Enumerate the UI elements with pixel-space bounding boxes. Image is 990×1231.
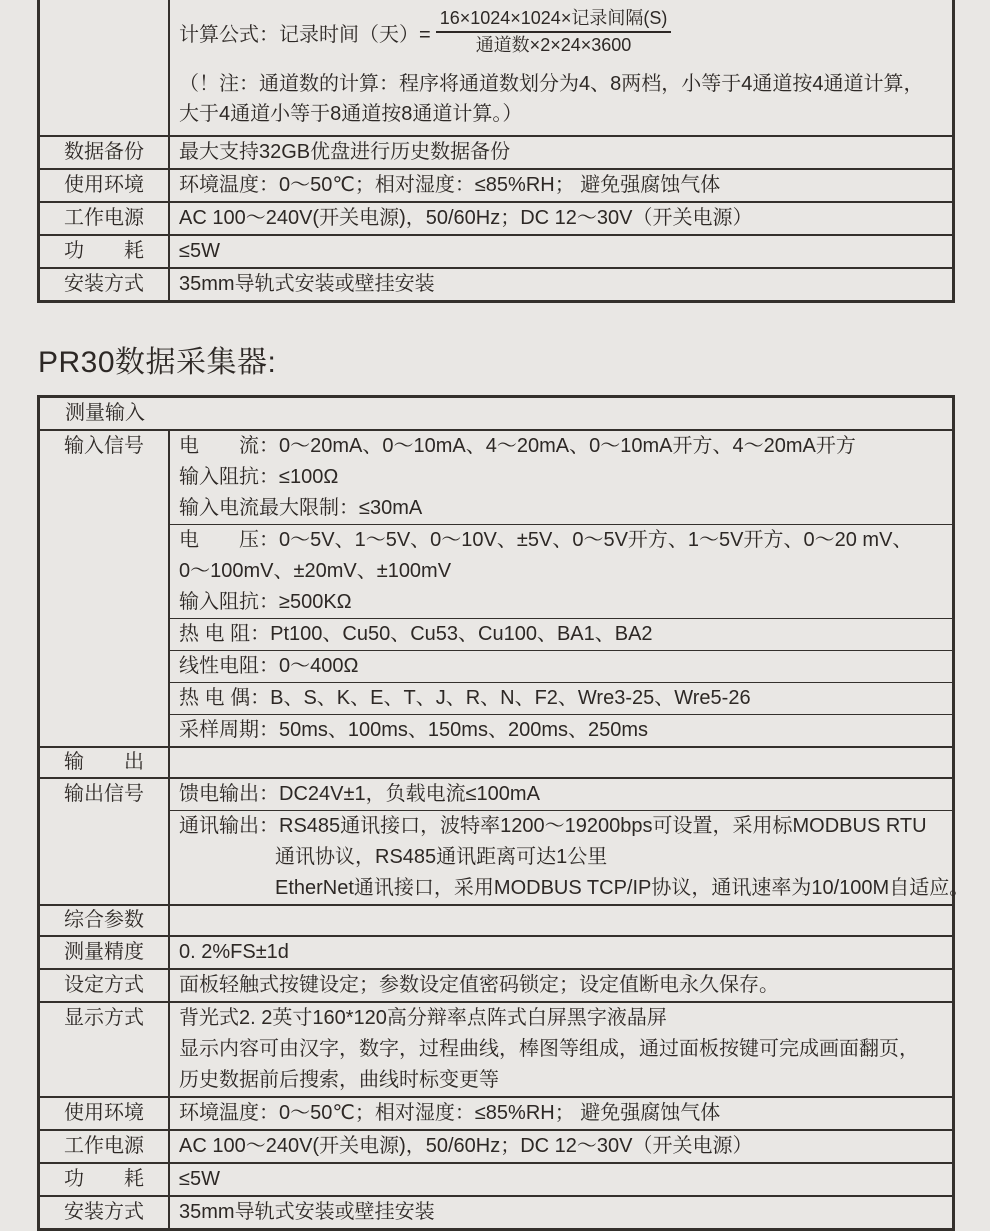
input-voltage-block <box>170 524 952 618</box>
spec-line: EtherNet通讯接口，采用MODBUS TCP/IP协议，通讯速率为10/100M自适应。 <box>275 877 970 899</box>
row-label: 综合参数 <box>40 906 170 935</box>
row-label-empty <box>40 0 170 135</box>
spec-row-mounting <box>40 1195 952 1228</box>
formula-prefix: 计算公式：记录时间（天）= <box>179 23 431 46</box>
row-label: 工作电源 <box>40 203 170 234</box>
spec-line: 线性电阻：0～400Ω <box>179 655 359 677</box>
spec-line: 0～100mV、±20mV、±100mV <box>179 560 452 582</box>
spec-line: 输入阻抗：≥500KΩ <box>179 591 352 613</box>
row-label: 功 耗 <box>40 1164 170 1195</box>
section-header: 测量输入 <box>65 402 145 424</box>
row-value: 环境温度：0～50℃；相对湿度：≤85%RH； 避免强腐蚀气体 <box>179 174 721 196</box>
spec-row-power-consumption <box>40 234 952 267</box>
spec-row-power-supply <box>40 1129 952 1162</box>
feed-output-block <box>170 779 952 810</box>
empty-cell <box>170 906 952 935</box>
formula-fraction <box>436 9 672 55</box>
row-label: 使用环境 <box>40 1098 170 1129</box>
linear-resistance-block <box>170 650 952 682</box>
row-label: 设定方式 <box>40 970 170 1001</box>
fraction-numerator: 16×1024×1024×记录间隔(S) <box>436 9 672 33</box>
row-value: 最大支持32GB优盘进行历史数据备份 <box>179 141 511 163</box>
pr30-spec-table <box>37 395 970 1231</box>
spec-row-power-consumption <box>40 1162 952 1195</box>
row-label: 安装方式 <box>40 269 170 300</box>
spec-row-operating-environment <box>40 168 952 201</box>
spec-row-mounting <box>40 267 952 300</box>
spec-row-output-header <box>40 746 952 777</box>
spec-line: 输入阻抗：≤100Ω <box>179 466 339 488</box>
row-value: 35mm导轨式安装或壁挂安装 <box>179 273 435 295</box>
spec-line: 热 电 阻：Pt100、Cu50、Cu53、Cu100、BA1、BA2 <box>179 623 653 645</box>
note-line: 大于4通道小等于8通道按8通道计算。） <box>179 103 523 125</box>
row-label: 工作电源 <box>40 1131 170 1162</box>
row-value: 0. 2%FS±1d <box>179 941 289 963</box>
formula-cell <box>170 0 952 135</box>
spec-line: 通讯输出：RS485通讯接口，波特率1200～19200bps可设置，采用标MODBUS RTU <box>179 815 927 837</box>
row-label: 输 出 <box>40 748 170 777</box>
page-title: PR30数据采集器: <box>38 346 277 379</box>
note-line: （！注：通道数的计算：程序将通道数划分为4、8两档，小等于4通道按4通道计算， <box>179 73 924 95</box>
row-label: 数据备份 <box>40 137 170 168</box>
row-label: 输出信号 <box>40 779 170 904</box>
row-value: 环境温度：0～50℃；相对湿度：≤85%RH； 避免强腐蚀气体 <box>179 1102 721 1124</box>
spec-row-measure-input-header <box>40 398 952 429</box>
row-label: 输入信号 <box>40 431 170 746</box>
thermal-resistance-block <box>170 618 952 650</box>
pr20-spec-table <box>37 0 955 303</box>
spec-row-data-backup <box>40 135 952 168</box>
comm-output-block <box>170 810 970 904</box>
thermocouple-block <box>170 682 952 714</box>
spec-row-setting-method <box>40 968 952 1001</box>
row-value: ≤5W <box>179 240 220 262</box>
spec-line: 输入电流最大限制：≤30mA <box>179 497 423 519</box>
spec-row-record-time-formula <box>40 0 952 135</box>
empty-cell <box>170 748 952 777</box>
channel-count-note <box>170 69 952 129</box>
spec-row-general-params-header <box>40 904 952 935</box>
spec-row-operating-environment <box>40 1096 952 1129</box>
row-value: 面板轻触式按键设定；参数设定值密码锁定；设定值断电永久保存。 <box>179 974 779 996</box>
row-label: 显示方式 <box>40 1003 170 1096</box>
row-value: 35mm导轨式安装或壁挂安装 <box>179 1201 435 1223</box>
spec-row-input-signal <box>40 429 952 746</box>
row-label: 测量精度 <box>40 937 170 968</box>
spec-row-accuracy <box>40 935 952 968</box>
record-time-formula <box>170 4 952 60</box>
spec-row-power-supply <box>40 201 952 234</box>
row-label: 功 耗 <box>40 236 170 267</box>
spec-line: 电 流：0～20mA、0～10mA、4～20mA、0～10mA开方、4～20mA开方 <box>179 435 856 457</box>
spec-line: 电 压：0～5V、1～5V、0～10V、±5V、0～5V开方、1～5V开方、0～20 mV、 <box>179 529 913 551</box>
row-value: AC 100～240V(开关电源)，50/60Hz；DC 12～30V（开关电源） <box>179 207 753 229</box>
spec-line: 热 电 偶：B、S、K、E、T、J、R、N、F2、Wre3-25、Wre5-26 <box>179 687 751 709</box>
row-value: ≤5W <box>179 1168 220 1190</box>
spec-line: 显示内容可由汉字，数字，过程曲线，棒图等组成，通过面板按键可完成画面翻页， <box>179 1038 919 1060</box>
fraction-denominator: 通道数×2×24×3600 <box>475 35 632 55</box>
row-value: AC 100～240V(开关电源)，50/60Hz；DC 12～30V（开关电源） <box>179 1135 753 1157</box>
spec-row-output-signal <box>40 777 970 904</box>
row-label: 安装方式 <box>40 1197 170 1228</box>
spec-line: 采样周期：50ms、100ms、150ms、200ms、250ms <box>179 719 649 741</box>
spec-line: 历史数据前后搜索，曲线时标变更等 <box>179 1069 499 1091</box>
spec-line: 馈电输出：DC24V±1，负载电流≤100mA <box>179 783 540 805</box>
spec-line: 背光式2. 2英寸160*120高分辩率点阵式白屏黑字液晶屏 <box>179 1007 667 1029</box>
spec-row-display-method <box>40 1001 952 1096</box>
input-current-block <box>170 431 952 524</box>
sampling-period-block <box>170 714 952 746</box>
row-label: 使用环境 <box>40 170 170 201</box>
spec-line: 通讯协议，RS485通讯距离可达1公里 <box>275 846 608 868</box>
